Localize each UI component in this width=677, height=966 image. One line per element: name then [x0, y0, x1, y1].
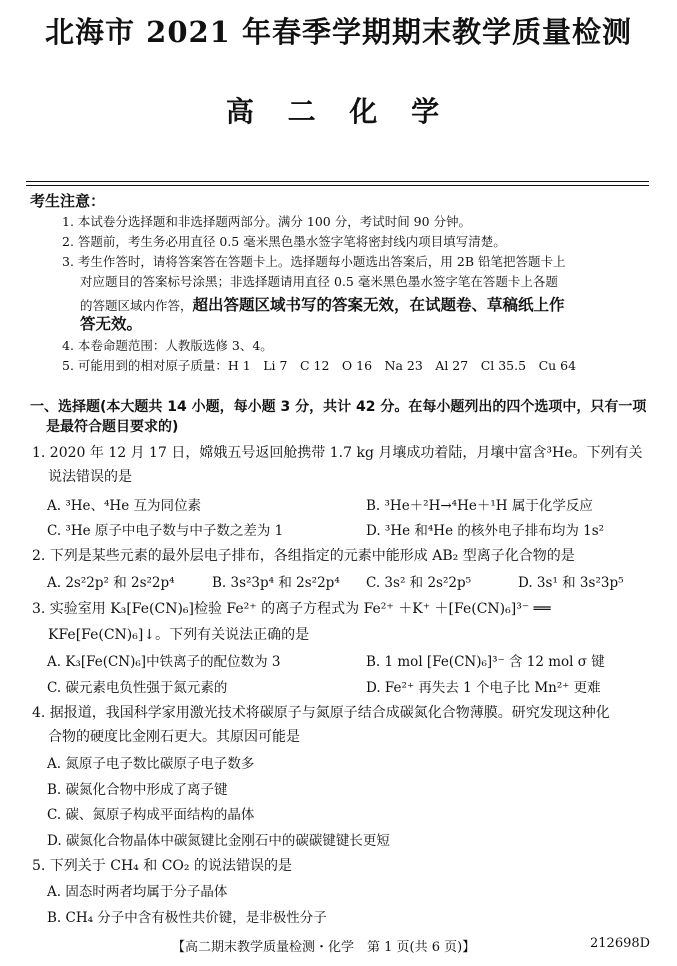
q2-option-d: D. 3s¹ 和 3s²3p⁵: [518, 575, 624, 591]
q4-option-c: C. 碳、氮原子构成平面结构的晶体: [47, 807, 255, 823]
note-3-emphasis: 超出答题区域书写的答案无效，在试题卷、草稿纸上作: [192, 296, 565, 314]
q3-option-b: B. 1 mol [Fe(CN)₆]³⁻ 含 12 mol σ 键: [366, 654, 605, 670]
q1-stem: 1. 2020 年 12 月 17 日，嫦娥五号返回舱携带 1.7 kg 月壤成功着陆，月壤中富含³He。下列有关: [32, 445, 643, 461]
q4-stem: 4. 据报道，我国科学家用激光技术将碳原子与氮原子结合成碳氮化合物薄膜。研究发现这种化: [32, 705, 610, 721]
note-3-line2: 对应题目的答案标号涂黑；非选择题请用直径 0.5 毫米黑色墨水签字笔在答题卡上各题: [80, 274, 558, 289]
note-2: 2. 答题前，考生务必用直径 0.5 毫米黑色墨水签字笔将密封线内项目填写清楚。: [62, 234, 506, 249]
q2-option-a: A. 2s²2p² 和 2s²2p⁴: [47, 575, 175, 591]
q1-stem-cont: 说法错误的是: [48, 469, 132, 485]
footer-code: 212698D: [590, 936, 651, 951]
q4-option-b: B. 碳氮化合物中形成了离子键: [47, 782, 228, 798]
q1-option-d: D. ³He 和⁴He 的核外电子排布均为 1s²: [366, 523, 605, 539]
note-5: 5. 可能用到的相对原子质量：H 1 Li 7 C 12 O 16 Na 23 Al 27 Cl 35.5 Cu 64: [62, 358, 577, 373]
note-4: 4. 本卷命题范围：人教版选修 3、4。: [62, 338, 273, 353]
notes-heading: 考生注意：: [30, 192, 106, 210]
note-3: 3. 考生作答时，请将答案答在答题卡上。选择题每小题选出答案后，用 2B 铅笔把答题卡上: [62, 254, 566, 269]
section-heading-line1: 一、选择题(本大题共 14 小题，每小题 3 分，共计 42 分。在每小题列出的四个选项中，只有一项: [30, 399, 647, 415]
q5-option-b: B. CH₄ 分子中含有极性共价键，是非极性分子: [47, 910, 327, 926]
q5-stem: 5. 下列关于 CH₄ 和 CO₂ 的说法错误的是: [32, 858, 292, 874]
subject-title: 高 二 化 学: [225, 95, 452, 128]
q3-stem-cont: KFe[Fe(CN)₆]↓。下列有关说法正确的是: [48, 627, 310, 643]
footer-page-info: 【高二期末教学质量检测・化学 第 1 页(共 6 页)】: [172, 940, 476, 955]
q2-option-b: B. 3s²3p⁴ 和 2s²2p⁴: [212, 575, 340, 591]
q4-stem-cont: 合物的硬度比金刚石更大。其原因可能是: [48, 729, 300, 745]
q3-option-d: D. Fe²⁺ 再失去 1 个电子比 Mn²⁺ 更难: [366, 680, 601, 696]
section-heading-line2: 是最符合题目要求的): [46, 419, 179, 435]
q3-option-a: A. K₃[Fe(CN)₆]中铁离子的配位数为 3: [47, 654, 281, 670]
note-3-line3: [80, 293, 565, 315]
q1-option-c: C. ³He 原子中电子数与中子数之差为 1: [47, 523, 284, 539]
divider-bottom: [26, 185, 649, 186]
note-3-line3-text: 的答题区域内作答，: [80, 298, 193, 313]
note-3-emphasis-end: 答无效。: [80, 315, 143, 333]
q2-stem: 2. 下列是某些元素的最外层电子排布，各组指定的元素中能形成 AB₂ 型离子化合物的是: [32, 548, 575, 564]
q2-option-c: C. 3s² 和 2s²2p⁵: [366, 575, 472, 591]
q3-stem: 3. 实验室用 K₃[Fe(CN)₆]检验 Fe²⁺ 的离子方程式为 Fe²⁺ ＋K⁺ ＋[Fe(CN)₆]³⁻ ══: [32, 601, 551, 617]
note-1: 1. 本试卷分选择题和非选择题两部分。满分 100 分，考试时间 90 分钟。: [62, 214, 472, 229]
q4-option-a: A. 氮原子电子数比碳原子电子数多: [47, 756, 255, 772]
exam-title: 北海市 2021 年春季学期期末教学质量检测: [45, 15, 632, 49]
q1-option-a: A. ³He、⁴He 互为同位素: [47, 498, 201, 514]
q1-option-b: B. ³He＋²H→⁴He＋¹H 属于化学反应: [366, 498, 593, 514]
q4-option-d: D. 碳氮化合物晶体中碳氮键比金刚石中的碳碳键键长更短: [47, 833, 390, 849]
q3-option-c: C. 碳元素电负性强于氮元素的: [47, 680, 228, 696]
divider-top: [26, 181, 649, 182]
q5-option-a: A. 固态时两者均属于分子晶体: [47, 884, 228, 900]
